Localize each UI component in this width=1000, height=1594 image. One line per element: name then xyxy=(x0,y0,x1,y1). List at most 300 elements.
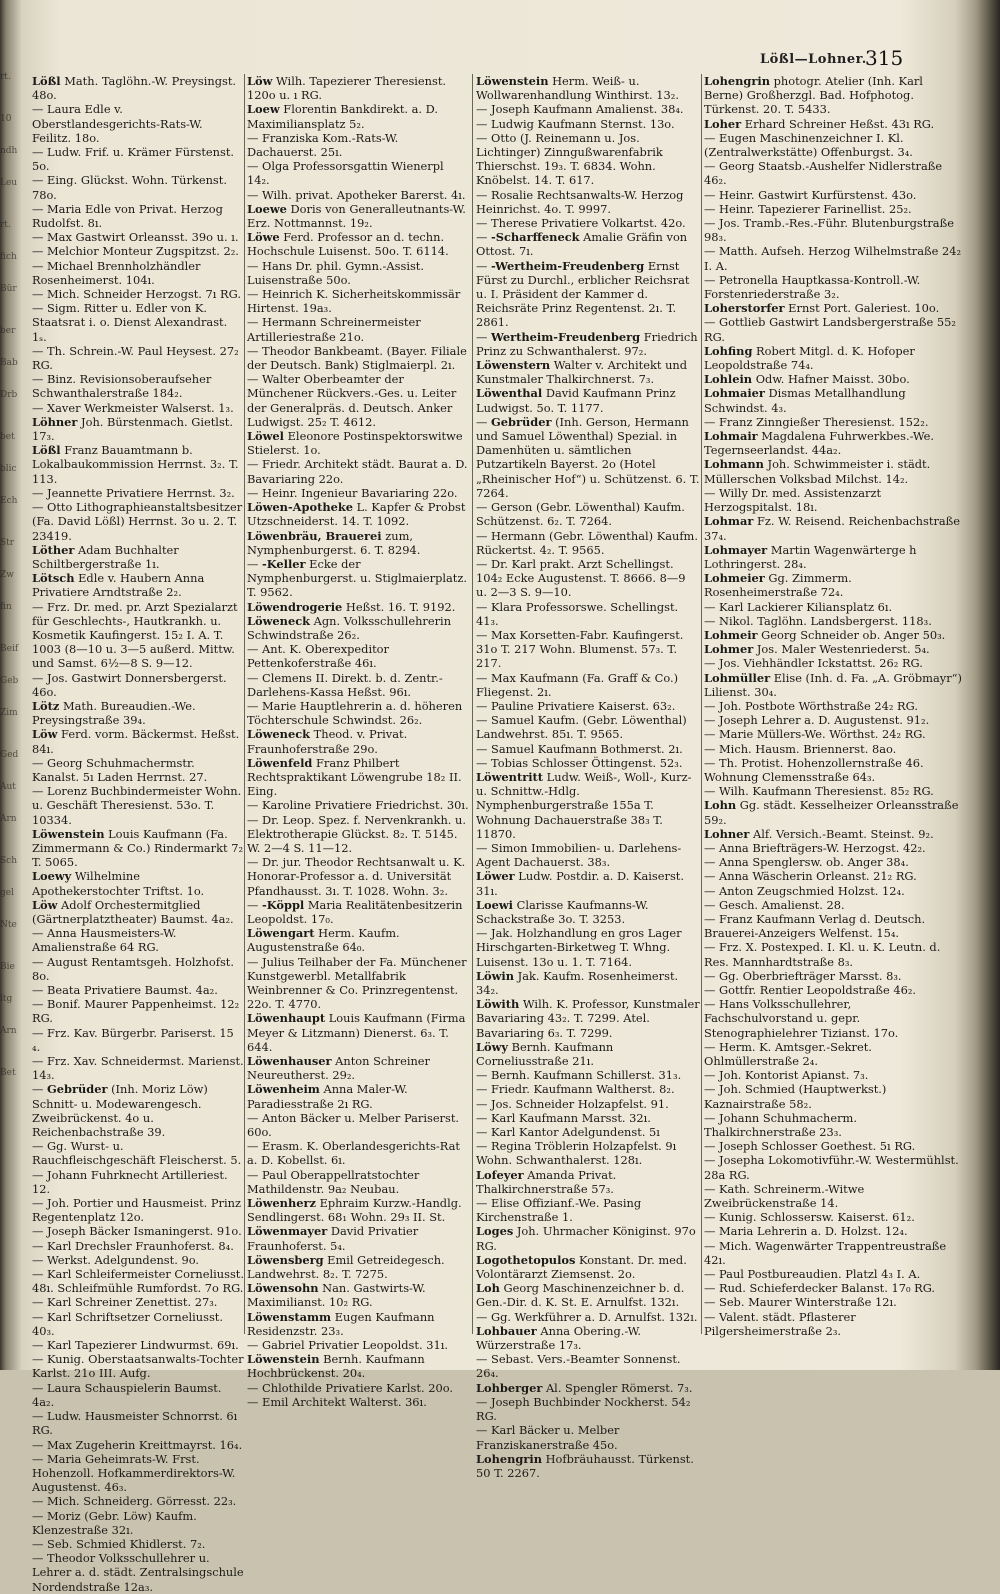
directory-entry xyxy=(32,500,244,543)
continuation-dash: — xyxy=(704,159,720,174)
entry-details: Gesch. Amalienst. 28. xyxy=(719,897,845,912)
continuation-dash: — xyxy=(476,528,492,543)
entry-details: Karl Schriftsetzer Corneliusst. 40₃. xyxy=(32,1309,224,1338)
entry-surname: Lohmer xyxy=(704,642,754,657)
directory-entry xyxy=(247,1011,469,1054)
continuation-dash: — xyxy=(32,954,48,969)
entry-details: Marie Müllers-We. Wörthst. 24₂ RG. xyxy=(719,727,926,742)
directory-entry xyxy=(247,131,469,159)
entry-details: Th. Schrein.-W. Paul Heysest. 27₂ RG. xyxy=(32,343,239,373)
entry-details: (Inh. Gerson, Hermann und Samuel Löwenthal) Spezial. in Damenhüten u. sämtlichen Putzartikeln Bayerst. 2o (Hotel „Rheinischer Hof“) u. Schützenst. 6. T. 7264. xyxy=(476,414,700,500)
directory-entry xyxy=(247,898,469,926)
directory-entry xyxy=(476,557,700,600)
entry-surname: Löweneck xyxy=(247,727,311,742)
edge-fragment: ndh xyxy=(0,146,18,156)
directory-entry xyxy=(704,386,962,414)
continuation-dash: — xyxy=(247,485,263,500)
continuation-dash: — xyxy=(32,997,48,1012)
entry-surname: Loher xyxy=(704,116,742,131)
continuation-dash: — xyxy=(32,755,48,770)
entry-details: Joh. Kontorist Apianst. 7₃. xyxy=(719,1068,869,1083)
entry-details: Gottlieb Gastwirt Landsbergerstraße 55₂ RG. xyxy=(704,315,956,344)
entry-surname: -Wertheim-Freudenberg xyxy=(491,258,645,273)
entry-surname: Loges xyxy=(476,1224,514,1239)
directory-entry xyxy=(704,628,962,642)
column-rule xyxy=(472,74,473,1334)
continuation-dash: — xyxy=(32,485,48,500)
entry-details: Franz Zinngießer Theresienst. 152₂. xyxy=(719,414,929,429)
entry-details: Moriz (Gebr. Löw) Kaufm. Klenzestraße 32ı. xyxy=(32,1508,197,1537)
entry-details: Theodor Bankbeamt. (Bayer. Filiale der Deutsch. Bank) Stiglmaierpl. 2ı. xyxy=(247,343,467,373)
entry-details: David Privatier Fraunhoferst. 5₄. xyxy=(247,1224,419,1253)
directory-entry xyxy=(476,1381,700,1395)
entry-details: August Rentamtsgeh. Holzhofst. 8o. xyxy=(32,954,234,983)
directory-entry xyxy=(704,699,962,713)
entry-details: Nan. Gastwirts-W. Maximilianst. 10₂ RG. xyxy=(247,1281,426,1310)
entry-details: Melchior Monteur Zugspitzst. 2₂. xyxy=(47,244,239,259)
continuation-dash: — xyxy=(704,997,720,1012)
entry-surname: Lößl xyxy=(32,74,61,88)
directory-entry xyxy=(32,1026,244,1054)
entry-surname: Löwenmayer xyxy=(247,1224,328,1239)
entry-surname: Löwel xyxy=(247,429,284,444)
entry-details: Therese Privatiere Volkartst. 42o. xyxy=(491,216,686,231)
entry-details: Jos. Tramb.-Res.-Führ. Blutenburgstraße 98₃. xyxy=(704,216,954,245)
entry-details: Laura Schauspielerin Baumst. 4a₂. xyxy=(32,1380,222,1409)
continuation-dash: — xyxy=(32,173,48,188)
entry-details: Dismas Metallhandlung Schwindst. 4₃. xyxy=(704,386,906,415)
entry-details: Ludw. Postdir. a. D. Kaiserst. 31ı. xyxy=(476,869,684,898)
directory-entry xyxy=(247,671,469,699)
directory-entry xyxy=(32,898,244,926)
continuation-dash: — xyxy=(32,1380,48,1395)
continuation-dash: — xyxy=(704,414,720,429)
edge-fragment: fich xyxy=(0,252,17,262)
entry-details: Anna Hausmeisters-W. Amalienstraße 64 RG. xyxy=(32,926,177,955)
entry-details: Agn. Volksschullehrerin Schwindstraße 26₂. xyxy=(247,613,452,642)
directory-entry xyxy=(247,159,469,187)
continuation-dash: — xyxy=(476,556,492,571)
entry-details: Adolf Orchestermitglied (Gärtnerplatztheater) Baumst. 4a₂. xyxy=(32,897,234,926)
edge-fragment: Zw xyxy=(0,570,14,580)
directory-entry xyxy=(247,642,469,670)
directory-entry xyxy=(32,486,244,500)
entry-surname: Lohner xyxy=(704,826,750,841)
edge-fragment: Arn xyxy=(0,814,17,824)
continuation-dash: — xyxy=(476,187,492,202)
entry-details: Binz. Revisionsoberaufseher Schwanthalerstraße 184₂. xyxy=(32,372,212,401)
edge-fragment: Nte xyxy=(0,920,17,930)
directory-entry xyxy=(247,500,469,528)
entry-details: Fz. W. Reisend. Reichenbachstraße 37₄. xyxy=(704,514,961,543)
continuation-dash: — xyxy=(247,159,263,174)
directory-entry xyxy=(704,117,962,131)
entry-details: Maria Edle von Privat. Herzog Rudolfst. 8ı. xyxy=(32,201,223,231)
directory-entry xyxy=(247,1352,469,1380)
entry-details: Magdalena Fuhrwerkbes.-We. Tegernseerlandst. 44a₂. xyxy=(704,429,934,458)
entry-details: Doris von Generalleutnants-W. Erz. Nottmannst. 19₂. xyxy=(247,201,466,231)
directory-entry xyxy=(476,1395,700,1423)
directory-entry xyxy=(247,1111,469,1139)
continuation-dash: — xyxy=(32,287,48,302)
directory-entry xyxy=(704,727,962,741)
continuation-dash: — xyxy=(704,698,720,713)
entry-details: Ferd. vorm. Bäckermst. Heßst. 84ı. xyxy=(32,727,240,756)
directory-entry xyxy=(32,571,244,599)
directory-entry xyxy=(704,841,962,855)
entry-surname: Löwenhaupt xyxy=(247,1011,326,1026)
entry-surname: Lohbauer xyxy=(476,1323,537,1338)
entry-surname: Löwenthal xyxy=(476,386,543,401)
directory-entry xyxy=(704,1040,962,1068)
entry-details: Tobias Schlosser Öttingenst. 52₃. xyxy=(491,755,683,770)
entry-details: Karl Kantor Adelgundenst. 5ı xyxy=(491,1125,660,1140)
continuation-dash: — xyxy=(32,926,48,941)
entry-surname: Lofeyer xyxy=(476,1167,524,1182)
entry-details: Gabriel Privatier Leopoldst. 31ı. xyxy=(262,1338,448,1353)
continuation-dash: — xyxy=(704,656,720,671)
directory-entry xyxy=(247,756,469,799)
directory-entry xyxy=(476,1040,700,1068)
continuation-dash: — xyxy=(704,1281,720,1296)
entry-details: Laura Edle v. Oberstlandesgerichts-Rats-W. Feilitz. 18o. xyxy=(32,102,203,145)
continuation-dash: — xyxy=(32,599,48,614)
continuation-dash: — xyxy=(476,1110,492,1125)
directory-entry xyxy=(704,600,962,614)
directory-entry xyxy=(704,742,962,756)
entry-details: Anna Briefträgers-W. Herzogst. 42₂. xyxy=(719,840,926,855)
continuation-dash: — xyxy=(476,670,492,685)
entry-details: Ludw. Hausmeister Schnorrst. 6ı RG. xyxy=(32,1409,238,1438)
continuation-dash: — xyxy=(32,301,48,316)
directory-entry xyxy=(704,1310,962,1338)
entry-details: Amanda Privat. Thalkirchnerstraße 57₃. xyxy=(476,1167,617,1196)
continuation-dash: — xyxy=(32,1551,48,1566)
edge-fragment: bet xyxy=(0,432,15,442)
continuation-dash: — xyxy=(704,244,720,259)
directory-entry xyxy=(32,756,244,784)
directory-entry xyxy=(32,869,244,897)
entry-surname: Gebrüder xyxy=(491,414,552,429)
entry-details: Franz Kaufmann Verlag d. Deutsch. Brauerei-Anzeigers Welfenst. 15₄. xyxy=(704,911,926,941)
entry-details: Seb. Schmied Khidlerst. 7₂. xyxy=(47,1536,206,1551)
directory-entry xyxy=(476,1168,700,1196)
entry-surname: Loh xyxy=(476,1281,500,1296)
continuation-dash: — xyxy=(704,940,720,955)
directory-entry xyxy=(247,600,469,614)
directory-entry xyxy=(476,415,700,500)
continuation-dash: — xyxy=(476,698,492,713)
continuation-dash: — xyxy=(32,1196,48,1211)
continuation-dash: — xyxy=(704,1139,720,1154)
continuation-dash: — xyxy=(704,1267,720,1282)
directory-entry xyxy=(32,983,244,997)
directory-entry xyxy=(476,1281,700,1309)
entry-surname: Löwenstamm xyxy=(247,1309,332,1324)
entry-details: Frz. Xav. Schneidermst. Marienst. 14₃. xyxy=(32,1054,244,1083)
continuation-dash: — xyxy=(704,855,720,870)
continuation-dash: — xyxy=(476,1082,492,1097)
edge-fragment: Bet xyxy=(0,1068,16,1078)
directory-entry xyxy=(704,940,962,968)
directory-entry xyxy=(704,188,962,202)
entry-details: Otto Lithographieanstaltsbesitzer (Fa. David Lößl) Herrnst. 3o u. 2. T. 23419. xyxy=(32,500,243,543)
directory-entry xyxy=(32,1054,244,1082)
entry-details: Heinr. Gastwirt Kurfürstenst. 43o. xyxy=(719,187,917,202)
edge-fragment: Leu xyxy=(0,178,18,188)
continuation-dash: — xyxy=(32,1508,48,1523)
continuation-dash: — xyxy=(32,343,48,358)
entry-details: Erhard Schreiner Heßst. 43ı RG. xyxy=(741,116,935,131)
continuation-dash: — xyxy=(704,1224,720,1239)
entry-details: Valent. städt. Pflasterer Pilgersheimerstraße 2₃. xyxy=(704,1309,856,1338)
entry-surname: Löwenstern xyxy=(476,358,551,373)
entry-details: Mich. Wagenwärter Trappentreustraße 42ı. xyxy=(704,1238,947,1267)
directory-entry xyxy=(247,1168,469,1196)
continuation-dash: — xyxy=(32,1295,48,1310)
entry-details: Th. Protist. Hohenzollernstraße 46. Wohnung Clemensstraße 64₃. xyxy=(704,755,924,784)
entry-surname: Löwenbräu, Brauerei xyxy=(247,528,382,543)
directory-entry xyxy=(476,188,700,216)
directory-entry xyxy=(247,557,469,600)
entry-details: Gg. Werkführer a. D. Arnulfst. 132ı. xyxy=(491,1309,698,1324)
directory-entry xyxy=(32,202,244,230)
directory-entry xyxy=(247,1281,469,1309)
entry-details: Georg Maschinenzeichner b. d. Gen.-Dir. d. K. St. E. Arnulfst. 132ı. xyxy=(476,1281,685,1310)
entry-details: Joseph Lehrer a. D. Augustenst. 91₂. xyxy=(719,713,930,728)
directory-entry xyxy=(247,1054,469,1082)
directory-entry xyxy=(32,1494,244,1508)
entry-details: Walter Oberbeamter der Münchener Rückvers.-Ges. u. Leiter der Generalpräs. d. Deutsch. Anker Ludwigst. 25₂ T. 4612. xyxy=(247,372,457,429)
edge-fragment: Geb xyxy=(0,676,19,686)
directory-entry xyxy=(32,1509,244,1537)
entry-details: Samuel Kaufm. (Gebr. Löwenthal) Landwehrst. 85ı. T. 9565. xyxy=(476,713,687,742)
continuation-dash: — xyxy=(704,869,720,884)
directory-entry xyxy=(476,1139,700,1167)
entry-details: Willy Dr. med. Assistenzarzt Herzogspitalst. 18ı. xyxy=(704,485,882,515)
continuation-dash: — xyxy=(32,1352,48,1367)
continuation-dash: — xyxy=(704,727,720,742)
directory-entry xyxy=(32,955,244,983)
entry-details: David Kaufmann Prinz Ludwigst. 5o. T. 1177. xyxy=(476,386,676,415)
entry-details: Otto (J. Reinemann u. Jos. Lichtinger) Zinngußwarenfabrik Thierschst. 19₃. T. 6834. Wohn. Knöbelst. 14. T. 617. xyxy=(476,130,663,188)
directory-entry xyxy=(32,1338,244,1352)
directory-entry xyxy=(476,1111,700,1125)
edge-fragment: Arn xyxy=(0,1026,17,1036)
entry-details: Maria Realitätenbesitzerin Leopoldst. 17₀. xyxy=(247,897,463,926)
directory-entry xyxy=(32,1239,244,1253)
continuation-dash: — xyxy=(247,258,263,273)
directory-entry xyxy=(32,1352,244,1380)
entry-details: Eugen Kaufmann Residenzstr. 23₃. xyxy=(247,1309,435,1338)
continuation-dash: — xyxy=(32,1451,48,1466)
entry-details: Joh. Schmied (Hauptwerkst.) Kaznairstraße 58₂. xyxy=(704,1082,887,1111)
entry-details: Eleonore Postinspektorswitwe Stielerst. 1o. xyxy=(247,429,463,458)
edge-fragment: ltg xyxy=(0,994,13,1004)
column-1 xyxy=(32,74,244,1594)
entry-details: Joh. Uhrmacher Königinst. 97o RG. xyxy=(476,1224,696,1253)
continuation-dash: — xyxy=(476,1423,492,1438)
directory-entry xyxy=(476,1082,700,1096)
directory-entry xyxy=(247,699,469,727)
edge-fragment: Bab xyxy=(0,358,18,368)
directory-entry xyxy=(32,543,244,571)
directory-entry xyxy=(476,841,700,869)
entry-details: Ant. K. Oberexpeditor Pettenkoferstraße 46ı. xyxy=(247,642,389,671)
column-4 xyxy=(704,74,962,1344)
directory-entry xyxy=(247,1253,469,1281)
entry-details: Sebast. Vers.-Beamter Sonnenst. 26₄. xyxy=(476,1352,681,1381)
entry-details: Theodor Volksschullehrer u. Lehrer a. d. städt. Zentralsingschule Nordendstraße 12a₃. xyxy=(32,1551,244,1594)
entry-details: Wilhelmine Apothekerstochter Triftst. 1o. xyxy=(32,869,205,898)
directory-entry xyxy=(704,1082,962,1110)
directory-entry xyxy=(247,259,469,287)
entry-details: Math. Taglöhn.-W. Preysingst. 48o. xyxy=(32,74,237,103)
directory-entry xyxy=(476,386,700,414)
entry-details: Jak. Holzhandlung en gros Lager Hirschgarten-Birketweg T. Whng. Luisenst. 13o u. 1. T. 7164. xyxy=(476,926,682,969)
directory-entry xyxy=(704,756,962,784)
entry-details: Hans Dr. phil. Gymn.-Assist. Luisenstraße 50o. xyxy=(247,258,425,287)
directory-entry xyxy=(32,259,244,287)
directory-entry xyxy=(704,315,962,343)
directory-entry xyxy=(32,344,244,372)
entry-details: Hans Volksschullehrer, Fachschulvorstand u. gepr. Stenographielehrer Tizianst. 17o. xyxy=(704,997,899,1040)
directory-entry xyxy=(704,798,962,826)
entry-details: Clemens II. Direkt. b. d. Zentr.-Darlehens-Kassa Heßst. 96ı. xyxy=(247,670,443,699)
continuation-dash: — xyxy=(704,130,720,145)
entry-details: Ludw. Weiß-, Woll-, Kurz- u. Schnittw.-Hdlg. Nymphenburgerstraße 155a T. Wohnung Dachauerstraße 38₃ T. 11870. xyxy=(476,769,692,841)
continuation-dash: — xyxy=(476,741,492,756)
entry-details: Heinr. Ingenieur Bavariaring 22o. xyxy=(262,485,458,500)
entry-surname: -Scharffeneck xyxy=(491,230,580,245)
continuation-dash: — xyxy=(476,755,492,770)
directory-entry xyxy=(704,543,962,571)
directory-entry xyxy=(476,1423,700,1451)
directory-entry xyxy=(32,1452,244,1495)
continuation-dash: — xyxy=(247,1167,263,1182)
entry-surname: Lohmaier xyxy=(704,386,765,401)
entry-details: Karl Tapezierer Lindwurmst. 69ı. xyxy=(47,1338,239,1353)
entry-details: Anton Zeugschmied Holzst. 12₄. xyxy=(719,883,905,898)
entry-surname: Löwenstein xyxy=(32,826,105,841)
continuation-dash: — xyxy=(476,414,492,429)
entry-surname: Löwenhauser xyxy=(247,1054,332,1069)
entry-details: Wilh. K. Professor, Kunstmaler Bavariaring 43₂. T. 7299. Atel. Bavariaring 6₃. T. 7299. xyxy=(476,997,700,1040)
directory-entry xyxy=(704,614,962,628)
directory-entry xyxy=(704,997,962,1040)
directory-entry xyxy=(704,869,962,883)
directory-entry xyxy=(247,1310,469,1338)
continuation-dash: — xyxy=(476,627,492,642)
continuation-dash: — xyxy=(704,983,720,997)
entry-details: Gg. Zimmerm. Rosenheimerstraße 72₄. xyxy=(704,571,852,600)
directory-entry xyxy=(247,855,469,898)
continuation-dash: — xyxy=(32,230,48,245)
entry-details: Franz Bauamtmann b. Lokalbaukommission Herrnst. 3₂. T. 113. xyxy=(32,443,239,486)
directory-entry xyxy=(704,244,962,272)
continuation-dash: — xyxy=(247,130,263,145)
entry-details: Louis Kaufmann (Firma Meyer & Litzmann) Dienerst. 6₃. T. 644. xyxy=(247,1011,466,1054)
entry-details: Samuel Kaufmann Bothmerst. 2ı. xyxy=(491,741,683,756)
continuation-dash: — xyxy=(476,926,492,941)
continuation-dash: — xyxy=(476,1309,492,1324)
directory-entry xyxy=(476,1097,700,1111)
entry-details: Max Zugeherin Kreittmayrst. 16₄. xyxy=(47,1437,243,1452)
continuation-dash: — xyxy=(476,258,492,273)
continuation-dash: — xyxy=(32,145,48,160)
directory-entry xyxy=(476,216,700,230)
directory-entry xyxy=(704,713,962,727)
entry-surname: Wertheim-Freudenberg xyxy=(491,329,641,344)
entry-details: (Inh. Moriz Löw) Schnitt- u. Modewarengesch. Zweibrückenst. 4o u. Reichenbachstraße 39. xyxy=(32,1082,208,1140)
directory-entry xyxy=(704,372,962,386)
entry-details: Joh. Portier und Hausmeist. Prinz Regentenplatz 12o. xyxy=(32,1196,241,1225)
entry-surname: Löther xyxy=(32,542,75,557)
entry-details: Wilh. Kaufmann Theresienst. 85₂ RG. xyxy=(719,784,934,799)
entry-details: Franz Philbert Rechtspraktikant Löwengrube 18₂ II. Eing. xyxy=(247,755,462,799)
continuation-dash: — xyxy=(704,911,720,926)
continuation-dash: — xyxy=(32,400,48,415)
entry-details: Jeannette Privatiere Herrnst. 3₂. xyxy=(47,485,235,500)
directory-entry xyxy=(476,1253,700,1281)
entry-details: Simon Immobilien- u. Darlehens-Agent Dachauerst. 38₃. xyxy=(476,840,682,870)
edge-fragment: rt. xyxy=(0,72,11,82)
entry-details: Josepha Lokomotivführ.-W. Westermühlst. 28a RG. xyxy=(704,1153,959,1182)
entry-details: Ernst Fürst zu Durchl., erblicher Reichsrat u. I. Präsident der Kammer d. Reichsräte Prinz Regentenst. 2ı. T. 2861. xyxy=(476,258,690,330)
continuation-dash: — xyxy=(704,613,720,628)
entry-surname: Löwenherz xyxy=(247,1196,316,1211)
edge-fragment: Drb xyxy=(0,390,18,400)
directory-entry xyxy=(476,259,700,330)
directory-entry xyxy=(476,926,700,969)
directory-entry xyxy=(32,699,244,727)
entry-details: Joseph Bäcker Ismaningerst. 91o. xyxy=(47,1224,242,1239)
directory-entry xyxy=(247,1338,469,1352)
entry-details: Xaver Werkmeister Walserst. 1₃. xyxy=(47,400,234,415)
entry-details: Petronella Hauptkassa-Kontroll.-W. Forstenriederstraße 3₂. xyxy=(704,272,921,302)
entry-details: Werkst. Adelgundenst. 9o. xyxy=(47,1252,199,1267)
entry-surname: Löwer xyxy=(476,869,515,884)
continuation-dash: — xyxy=(704,840,720,855)
entry-surname: Löw xyxy=(247,74,273,88)
continuation-dash: — xyxy=(476,1196,492,1211)
entry-details: Ernst Port. Galeriest. 10o. xyxy=(784,301,940,316)
directory-entry xyxy=(704,514,962,542)
directory-entry xyxy=(247,457,469,485)
entry-details: Georg Schneider ob. Anger 50₃. xyxy=(757,627,946,642)
continuation-dash: — xyxy=(32,1054,48,1069)
continuation-dash: — xyxy=(476,216,492,231)
entry-details: Hofbräuhausst. Türkenst. 50 T. 2267. xyxy=(476,1451,694,1480)
entry-details: Max Kaufmann (Fa. Graff & Co.) Fliegenst. 2ı. xyxy=(476,670,679,699)
directory-entry xyxy=(476,969,700,997)
directory-entry xyxy=(704,344,962,372)
continuation-dash: — xyxy=(247,698,263,713)
entry-details: Sigm. Ritter u. Edler von K. Staatsrat i. o. Dienst Alexandrast. 1ₛ. xyxy=(32,301,228,344)
continuation-dash: — xyxy=(704,741,720,756)
entry-surname: Lohmeier xyxy=(704,571,765,586)
directory-entry xyxy=(32,1537,244,1551)
directory-entry xyxy=(704,969,962,983)
entry-details: Seb. Maurer Winterstraße 12ı. xyxy=(719,1295,897,1310)
entry-details: Joh. Schwimmeister i. städt. Müllerschen Volksbad Milchst. 14₂. xyxy=(704,457,931,486)
edge-fragment: Bür xyxy=(0,284,17,294)
entry-details: Anna Spenglersw. ob. Anger 38₄. xyxy=(719,855,909,870)
directory-entry xyxy=(247,344,469,372)
entry-details: L. Kapfer & Probst Utzschneiderst. 14. T. 1092. xyxy=(247,500,466,529)
continuation-dash: — xyxy=(704,272,720,287)
entry-details: Ludwig Kaufmann Sternst. 13o. xyxy=(491,116,675,131)
